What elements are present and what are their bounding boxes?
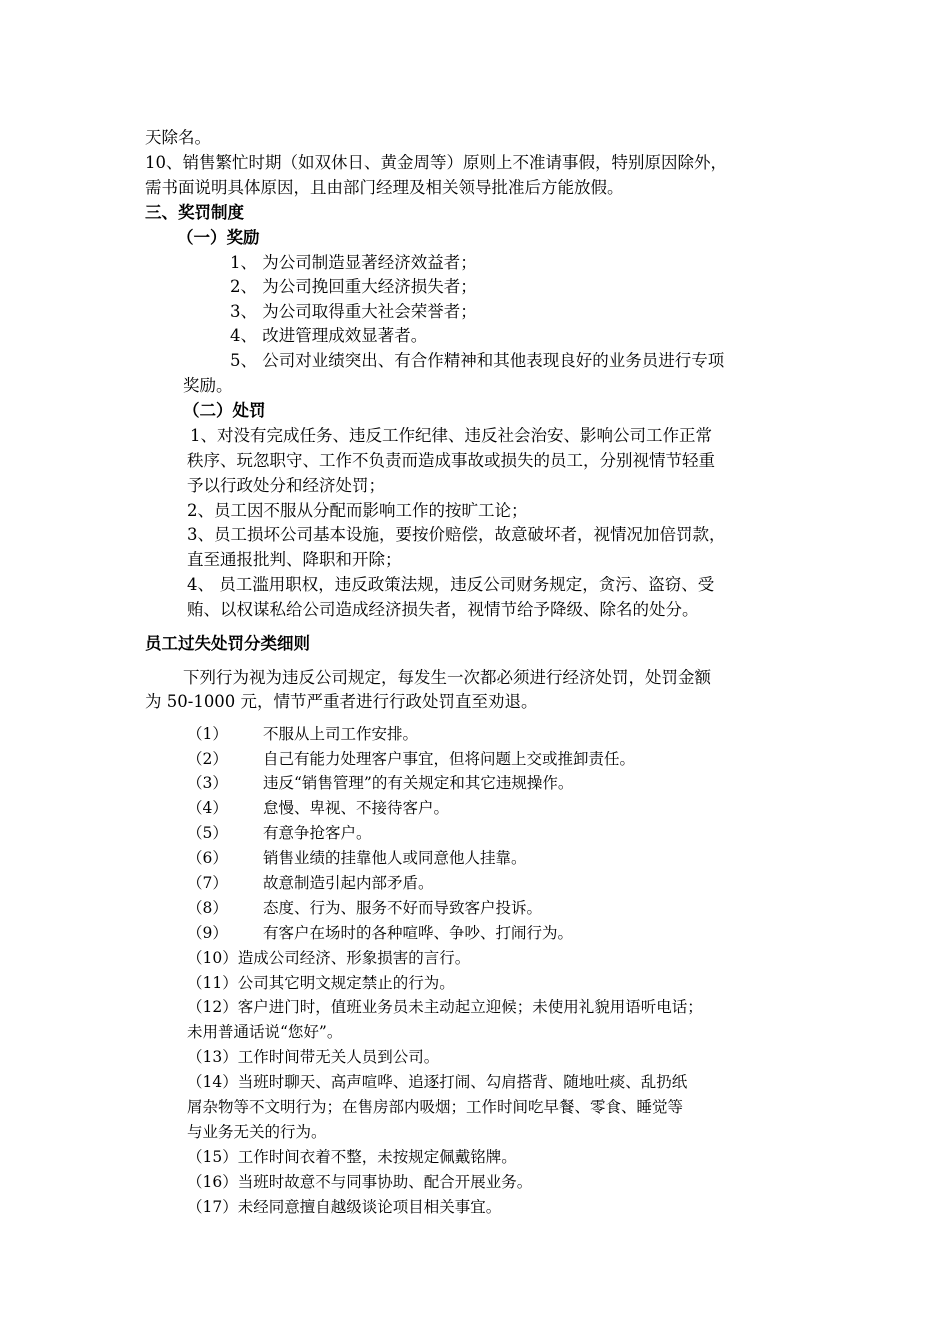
fault-item-text: 有意争抢客户。 (263, 824, 372, 842)
penalty-text: 直至通报批判、降职和开除； (187, 550, 402, 569)
reward-item: 2、 为公司挽回重大经济损失者； (230, 277, 477, 296)
fault-item-number: （7） (187, 874, 228, 892)
fault-item-continued: 未用普通话说“您好”。 (187, 1023, 343, 1041)
fault-item-number: （4） (187, 799, 228, 817)
fault-item: （12）客户进门时，值班业务员未主动起立迎候；未使用礼貌用语听电话； (187, 998, 703, 1016)
fault-item-number: （5） (187, 824, 228, 842)
section-heading: 员工过失处罚分类细则 (145, 634, 310, 653)
fault-item-text: 不服从上司工作安排。 (263, 725, 419, 743)
fault-item-number: （1） (187, 725, 228, 743)
penalty-text: 3、员工损坏公司基本设施，要按价赔偿，故意破坏者，视情况加倍罚款， (187, 525, 726, 544)
subsection-heading: （一）奖励 (177, 228, 260, 247)
fault-item: （17）未经同意擅自越级谈论项目相关事宜。 (187, 1198, 502, 1216)
fault-item: （14）当班时聊天、高声喧哗、追逐打闹、勾肩搭背、随地吐痰、乱扔纸 (187, 1073, 688, 1091)
fault-item-text: 违反“销售管理”的有关规定和其它违规操作。 (263, 774, 574, 792)
fault-item-number: （3） (187, 774, 228, 792)
subsection-heading: （二）处罚 (183, 401, 266, 420)
fault-item-text: 怠慢、卑视、不接待客户。 (263, 799, 450, 817)
text-line: 10、销售繁忙时期（如双休日、黄金周等）原则上不准请事假，特别原因除外， (145, 153, 727, 172)
fault-item (187, 771, 573, 795)
penalty-text: 贿、以权谋私给公司造成经济损失者，视情节给予降级、除名的处分。 (187, 600, 699, 619)
penalty-text: 4、 员工滥用职权，违反政策法规，违反公司财务规定，贪污、盗窃、受 (187, 575, 715, 594)
fault-item: （15）工作时间衣着不整，未按规定佩戴铭牌。 (187, 1148, 517, 1166)
fault-item-number: （2） (187, 750, 228, 768)
fault-item-continued: 与业务无关的行为。 (187, 1123, 327, 1141)
intro-text: 为 50-1000 元，情节严重者进行行政处罚直至劝退。 (145, 692, 538, 711)
fault-item: （13）工作时间带无关人员到公司。 (187, 1048, 440, 1066)
fault-item: （11）公司其它明文规定禁止的行为。 (187, 974, 455, 992)
fault-item-number: （9） (187, 924, 228, 942)
fault-item (187, 896, 542, 920)
penalty-text: 1、对没有完成任务、违反工作纪律、违反社会治安、影响公司工作正常 (190, 426, 712, 445)
fault-item: （10）造成公司经济、形象损害的言行。 (187, 949, 471, 967)
reward-item: 1、 为公司制造显著经济效益者； (230, 253, 477, 272)
fault-item (187, 747, 635, 771)
reward-item: 4、 改进管理成效显著者。 (230, 326, 428, 345)
fault-item-text: 自己有能力处理客户事宜，但将问题上交或推卸责任。 (263, 750, 636, 768)
penalty-text: 2、员工因不服从分配而影响工作的按旷工论； (187, 501, 528, 520)
section-heading: 三、奖罚制度 (145, 203, 244, 222)
fault-item-text: 销售业绩的挂靠他人或同意他人挂靠。 (263, 849, 527, 867)
fault-item (187, 921, 573, 945)
reward-item: 3、 为公司取得重大社会荣誉者； (230, 302, 477, 321)
penalty-text: 秩序、玩忽职守、工作不负责而造成事故或损失的员工，分别视情节轻重 (187, 451, 715, 470)
fault-item (187, 821, 372, 845)
fault-item (187, 796, 449, 820)
fault-item-text: 有客户在场时的各种喧哗、争吵、打闹行为。 (263, 924, 574, 942)
penalty-text: 予以行政处分和经济处罚； (187, 476, 385, 495)
reward-item: 5、 公司对业绩突出、有合作精神和其他表现良好的业务员进行专项 (230, 351, 725, 370)
fault-item-text: 故意制造引起内部矛盾。 (263, 874, 434, 892)
intro-text: 下列行为视为违反公司规定，每发生一次都必须进行经济处罚，处罚金额 (183, 668, 711, 687)
fault-item-number: （8） (187, 899, 228, 917)
fault-item-number: （6） (187, 849, 228, 867)
fault-item (187, 722, 418, 746)
fault-item: （16）当班时故意不与同事协助、配合开展业务。 (187, 1173, 533, 1191)
text-line: 需书面说明具体原因，且由部门经理及相关领导批准后方能放假。 (145, 178, 624, 197)
fault-item-continued: 屑杂物等不文明行为；在售房部内吸烟；工作时间吃早餐、零食、睡觉等 (187, 1098, 684, 1116)
fault-item-text: 态度、行为、服务不好而导致客户投诉。 (263, 899, 543, 917)
fault-item (187, 871, 434, 895)
fault-item (187, 846, 527, 870)
reward-item-continued: 奖励。 (183, 376, 233, 395)
text-line: 天除名。 (145, 128, 211, 147)
